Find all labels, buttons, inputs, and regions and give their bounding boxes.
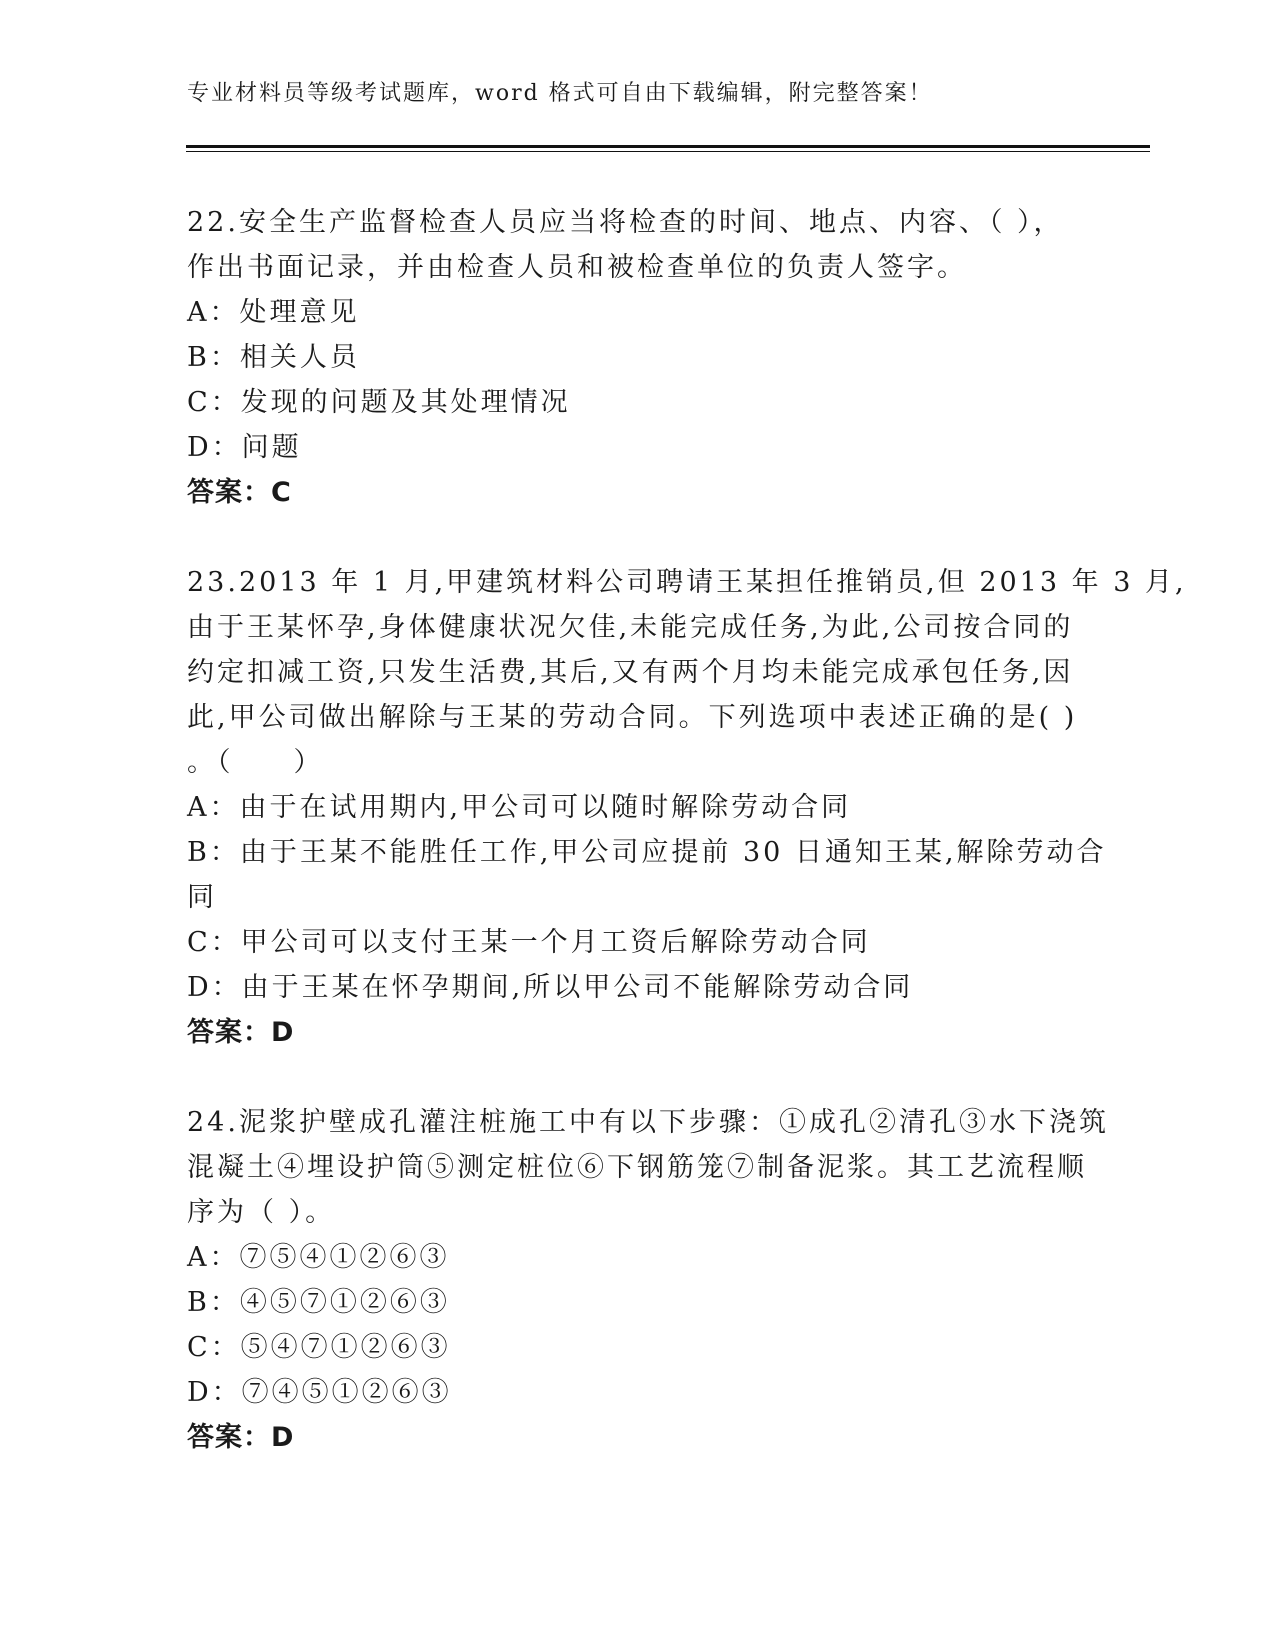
- question-stem-line: 此,甲公司做出解除与王某的劳动合同。下列选项中表述正确的是( ): [187, 702, 1078, 733]
- question-stem-line: 。（ ）: [187, 747, 324, 778]
- option-c: C：甲公司可以支付王某一个月工资后解除劳动合同: [187, 927, 871, 958]
- option-a: A：由于在试用期内,甲公司可以随时解除劳动合同: [187, 792, 852, 823]
- question-spacer: [187, 1055, 1087, 1100]
- option-d: D：⑦④⑤①②⑥③: [187, 1377, 452, 1408]
- question-spacer: [187, 515, 1087, 560]
- question-stem-line: 作出书面记录，并由检查人员和被检查单位的负责人签字。: [187, 252, 967, 283]
- option-b: B：④⑤⑦①②⑥③: [187, 1287, 450, 1318]
- option-b-continued: 同: [187, 882, 217, 913]
- question-list: [187, 200, 1187, 1460]
- question-stem-line: 约定扣减工资,只发生活费,其后,又有两个月均未能完成承包任务,因: [187, 657, 1074, 688]
- option-d: D：问题: [187, 432, 302, 463]
- question-stem-line: 22.安全生产监督检查人员应当将检查的时间、地点、内容、（ ），: [187, 207, 1064, 238]
- answer-text: 答案：D: [187, 1422, 295, 1453]
- question-23: [187, 560, 1187, 1055]
- option-c: C：⑤④⑦①②⑥③: [187, 1332, 451, 1363]
- question-stem-line: 序为（ ）。: [187, 1197, 336, 1228]
- question-24: [187, 1100, 1109, 1460]
- question-22: [187, 200, 1087, 515]
- option-a: A：处理意见: [187, 297, 360, 328]
- option-a: A：⑦⑤④①②⑥③: [187, 1242, 450, 1273]
- option-c: C：发现的问题及其处理情况: [187, 387, 571, 418]
- option-b: B：相关人员: [187, 342, 360, 373]
- question-stem-line: 24.泥浆护壁成孔灌注桩施工中有以下步骤：①成孔②清孔③水下浇筑: [187, 1107, 1109, 1138]
- option-b: B：由于王某不能胜任工作,甲公司应提前 30 日通知王某,解除劳动合: [187, 837, 1107, 868]
- answer-text: 答案：C: [187, 477, 292, 508]
- question-stem-line: 由于王某怀孕,身体健康状况欠佳,未能完成任务,为此,公司按合同的: [187, 612, 1074, 643]
- question-stem-line: 混凝土④埋设护筒⑤测定桩位⑥下钢筋笼⑦制备泥浆。其工艺流程顺: [187, 1152, 1087, 1183]
- question-stem-line: 23.2013 年 1 月,甲建筑材料公司聘请王某担任推销员,但 2013 年 3 月,: [187, 567, 1187, 598]
- option-d: D：由于王某在怀孕期间,所以甲公司不能解除劳动合同: [187, 972, 914, 1003]
- header-divider-thin: [186, 151, 1150, 152]
- header-divider-thick: [186, 145, 1150, 148]
- page-header-text: 专业材料员等级考试题库，word 格式可自由下载编辑，附完整答案！: [187, 81, 933, 106]
- answer-text: 答案：D: [187, 1017, 295, 1048]
